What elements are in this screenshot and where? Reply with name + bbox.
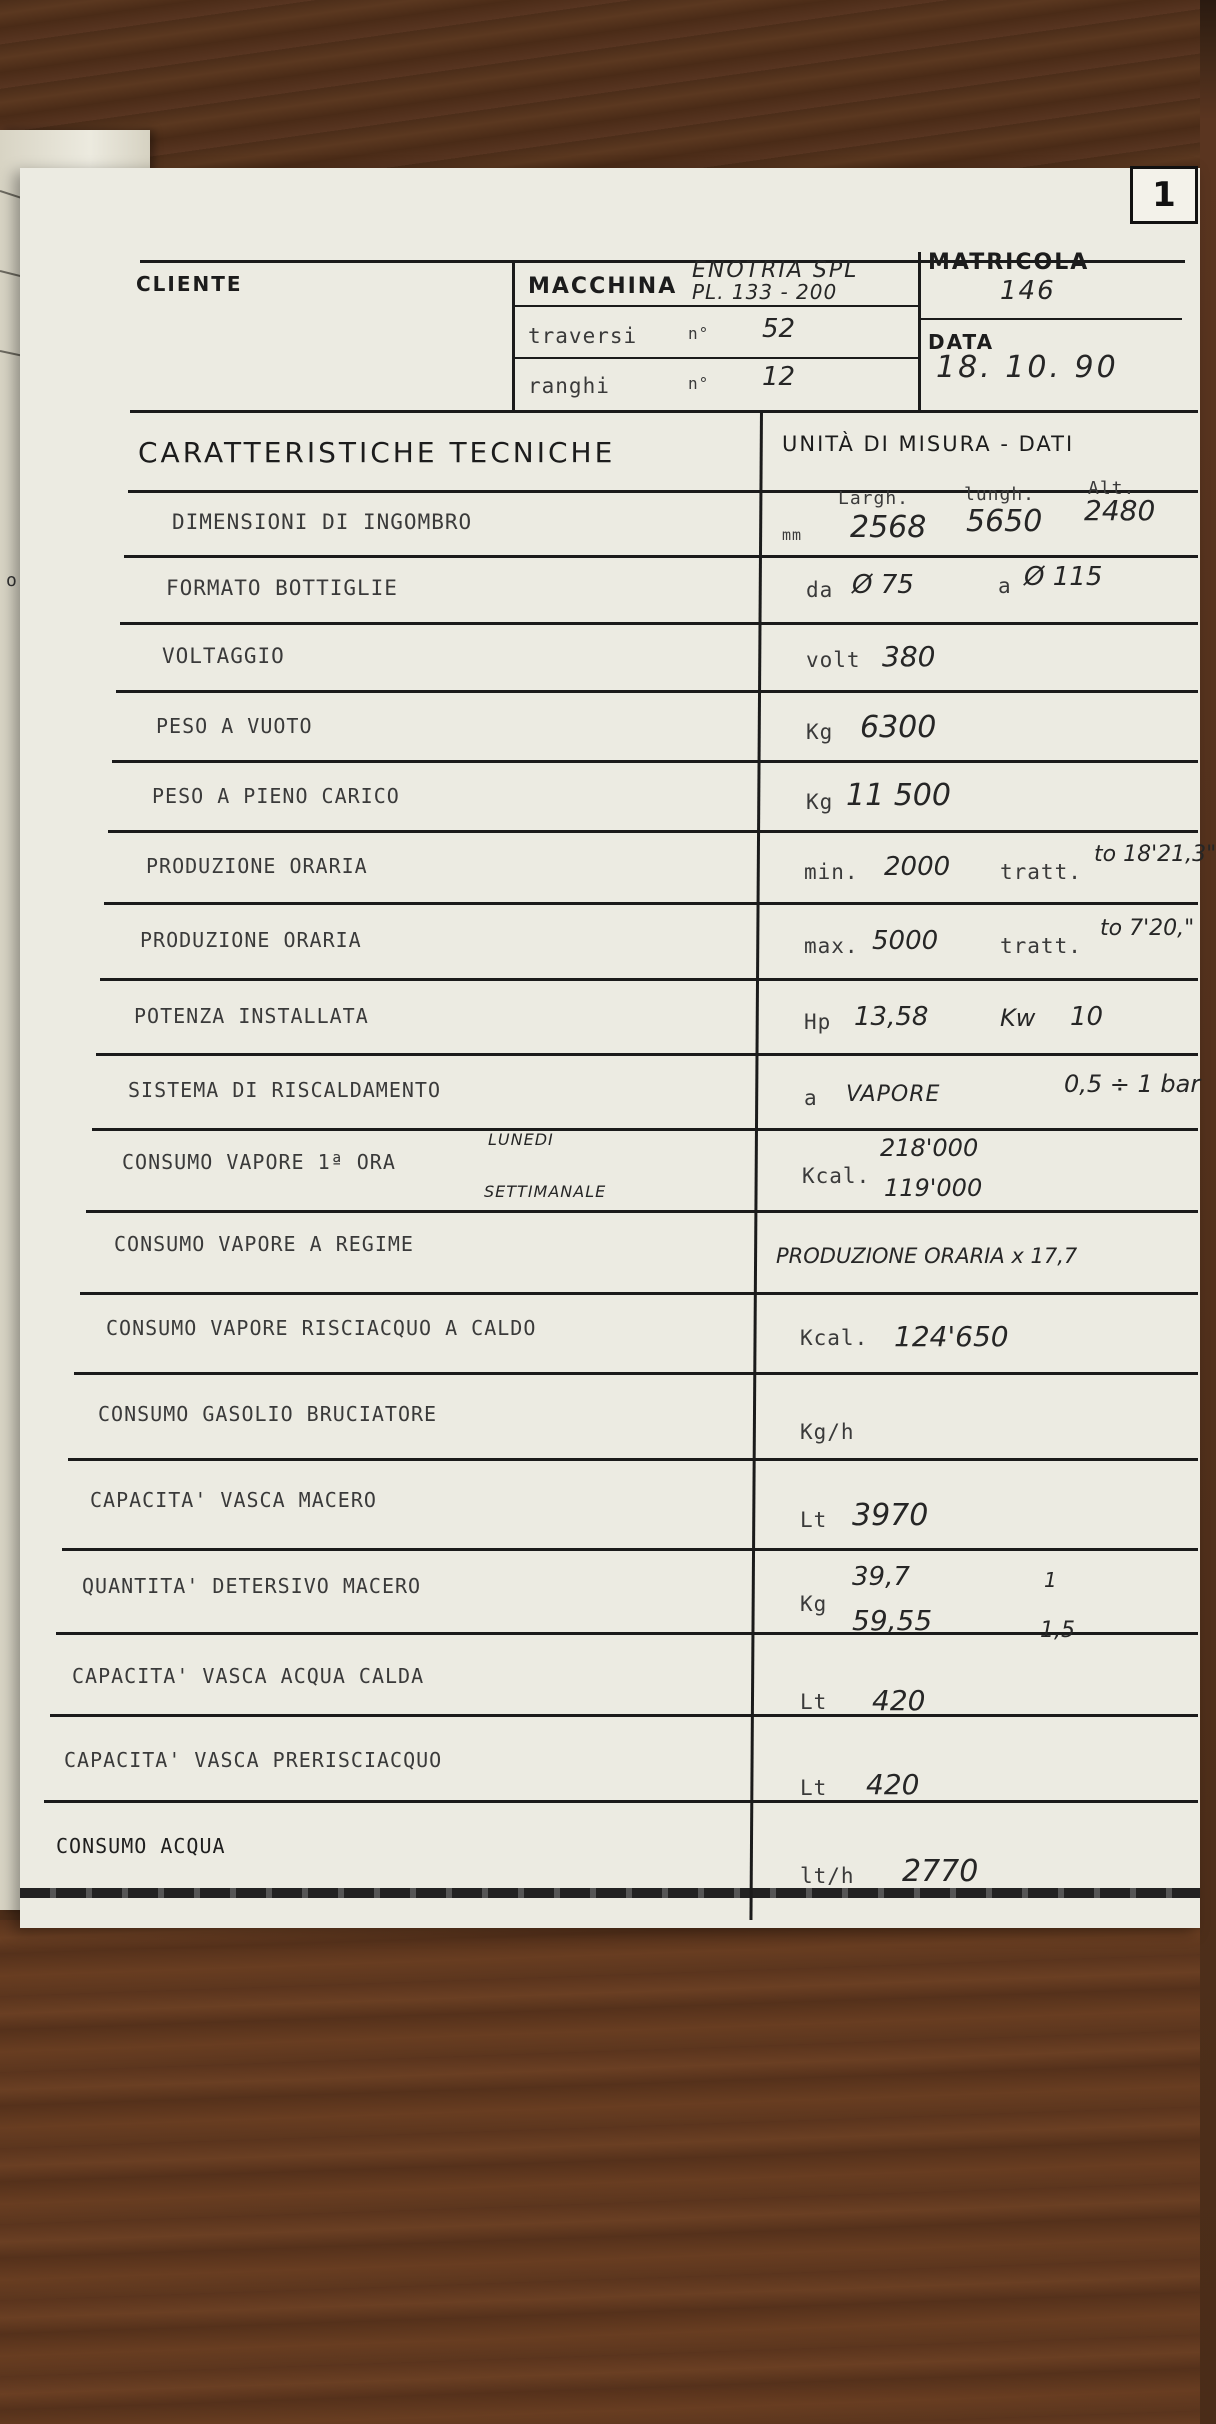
table-line	[112, 760, 1198, 763]
wooden-desk-bottom	[0, 1920, 1200, 2424]
row-label-detersivo: QUANTITA' DETERSIVO MACERO	[82, 1574, 422, 1598]
page-number: 1	[1130, 166, 1198, 224]
detersivo-ratio-2: 1,5	[1040, 1618, 1075, 1643]
row-label-peso-pieno: PESO A PIENO CARICO	[152, 784, 400, 808]
row-label-vasca-acqua-calda: CAPACITA' VASCA ACQUA CALDA	[72, 1664, 425, 1688]
vasca-prerisciacquo-unit: Lt	[800, 1776, 828, 1800]
traversi-n: n°	[688, 324, 710, 343]
vapore-regime-value: PRODUZIONE ORARIA x 17,7	[776, 1244, 1078, 1268]
data-label: DATA	[928, 330, 995, 354]
dim-alt-value: 2480	[1084, 494, 1156, 527]
produzione-min-time: to 18'21,3"	[1094, 842, 1216, 867]
table-line	[56, 1632, 1198, 1635]
peso-pieno-unit: Kg	[806, 790, 834, 814]
vasca-macero-unit: Lt	[800, 1508, 828, 1532]
peso-vuoto-value: 6300	[860, 710, 937, 745]
riscaldamento-a: a	[804, 1086, 818, 1110]
dim-lungh-value: 5650	[966, 504, 1043, 539]
row-label-consumo-acqua: CONSUMO ACQUA	[56, 1834, 226, 1858]
dim-sub-alt: Alt.	[1088, 478, 1136, 499]
row-label-dimensioni: DIMENSIONI DI INGOMBRO	[172, 510, 473, 534]
row-label-vasca-macero: CAPACITA' VASCA MACERO	[90, 1488, 377, 1512]
peso-vuoto-unit: Kg	[806, 720, 834, 744]
voltaggio-unit: volt	[806, 648, 861, 672]
detersivo-value-2: 59,55	[852, 1604, 933, 1637]
table-line	[128, 490, 1198, 493]
row-label-peso-vuoto: PESO A VUOTO	[156, 714, 313, 738]
table-line	[124, 555, 1198, 558]
table-line	[86, 1210, 1198, 1213]
row-label-voltaggio: VOLTAGGIO	[162, 644, 285, 668]
peso-pieno-value: 11 500	[846, 778, 951, 813]
header-line-traversi	[514, 357, 918, 359]
produzione-min-value: 2000	[884, 852, 951, 882]
row-label-produzione-max: PRODUZIONE ORARIA	[140, 928, 362, 952]
produzione-min-tratt: tratt.	[1000, 860, 1082, 884]
dim-sub-lungh: lungh.	[964, 484, 1036, 505]
table-line	[120, 622, 1198, 625]
vasca-acqua-calda-value: 420	[872, 1684, 926, 1717]
data-value: 18. 10. 90	[936, 350, 1119, 385]
matricola-value: 146	[1000, 276, 1056, 306]
produzione-max-tratt: tratt.	[1000, 934, 1082, 958]
table-line	[100, 978, 1198, 981]
row-label-formato: FORMATO BOTTIGLIE	[166, 576, 398, 600]
matricola-label: MATRICOLA	[928, 250, 1090, 275]
cliente-label: CLIENTE	[136, 272, 243, 296]
binder-mark: o	[6, 570, 17, 591]
row-label-potenza: POTENZA INSTALLATA	[134, 1004, 369, 1028]
table-line	[96, 1053, 1198, 1056]
riscaldamento-pressure: 0,5 ÷ 1 bar	[1064, 1070, 1201, 1098]
vapore-settimanale-value: 119'000	[884, 1174, 983, 1202]
table-line	[62, 1548, 1198, 1551]
row-label-riscaldamento: SISTEMA DI RISCALDAMENTO	[128, 1078, 441, 1102]
table-line	[74, 1372, 1198, 1375]
gasolio-unit: Kg/h	[800, 1420, 855, 1444]
table-line	[116, 690, 1198, 693]
table-line	[44, 1800, 1198, 1803]
dim-sub-largh: Largh.	[838, 488, 910, 509]
table-line	[108, 830, 1198, 833]
vapore-risciacquo-unit: Kcal.	[800, 1326, 869, 1350]
potenza-unit-kw: Kw	[1000, 1004, 1036, 1032]
macchina-value: ENOTRIA SPL	[692, 258, 859, 283]
vapore-note-lunedi: LUNEDI	[488, 1130, 554, 1149]
table-top-line	[130, 410, 1198, 413]
potenza-unit-hp: Hp	[804, 1010, 832, 1034]
sheet-edge	[20, 1888, 1200, 1898]
formato-min-value: Ø 75	[852, 570, 914, 600]
row-label-vasca-prerisciacquo: CAPACITA' VASCA PRERISCIACQUO	[64, 1748, 443, 1772]
row-label-produzione-min: PRODUZIONE ORARIA	[146, 854, 368, 878]
formato-da: da	[806, 578, 834, 602]
table-line	[50, 1714, 1198, 1717]
header-divider-1	[512, 262, 515, 410]
col2-header: UNITÀ DI MISURA - DATI	[782, 432, 1075, 456]
vapore-prima-ora-unit: Kcal.	[802, 1164, 871, 1188]
vasca-prerisciacquo-value: 420	[866, 1768, 920, 1801]
row-label-vapore-regime: CONSUMO VAPORE A REGIME	[114, 1232, 414, 1256]
header-line-macchina	[514, 305, 918, 307]
produzione-max-value: 5000	[872, 926, 939, 956]
row-label-gasolio: CONSUMO GASOLIO BRUCIATORE	[98, 1402, 438, 1426]
consumo-acqua-unit: lt/h	[800, 1864, 855, 1888]
vapore-risciacquo-value: 124'650	[894, 1320, 1009, 1353]
ranghi-n: n°	[688, 374, 710, 393]
header-divider-2	[918, 252, 921, 410]
produzione-max-unit: max.	[804, 934, 859, 958]
macchina-label: MACCHINA	[528, 274, 678, 299]
macchina-value-2: PL. 133 - 200	[692, 280, 838, 304]
vapore-note-settimanale: SETTIMANALE	[484, 1182, 607, 1201]
produzione-min-unit: min.	[804, 860, 859, 884]
row-label-vapore-prima-ora: CONSUMO VAPORE 1ª ORA	[122, 1150, 396, 1174]
detersivo-ratio-1: 1	[1044, 1568, 1057, 1592]
potenza-hp-value: 13,58	[854, 1002, 929, 1032]
col1-header: CARATTERISTICHE TECNICHE	[138, 436, 616, 469]
header-line-matricola	[920, 318, 1182, 320]
detersivo-value-1: 39,7	[852, 1562, 910, 1592]
table-line	[68, 1458, 1198, 1461]
traversi-value: 52	[762, 314, 796, 344]
dim-largh-value: 2568	[850, 510, 927, 545]
produzione-max-time: to 7'20,"	[1100, 916, 1195, 941]
ranghi-value: 12	[762, 362, 796, 392]
voltaggio-value: 380	[882, 640, 936, 673]
traversi-label: traversi	[528, 324, 638, 348]
table-line	[92, 1128, 1198, 1131]
vasca-acqua-calda-unit: Lt	[800, 1690, 828, 1714]
formato-max-value: Ø 115	[1024, 562, 1103, 592]
consumo-acqua-value: 2770	[902, 1854, 979, 1889]
dim-unit: mm	[782, 526, 803, 544]
table-line	[104, 902, 1198, 905]
row-label-vapore-risciacquo: CONSUMO VAPORE RISCIACQUO A CALDO	[106, 1316, 537, 1340]
ranghi-label: ranghi	[528, 374, 610, 398]
potenza-kw-value: 10	[1070, 1002, 1104, 1032]
detersivo-unit: Kg	[800, 1592, 828, 1616]
riscaldamento-value: VAPORE	[846, 1082, 941, 1107]
vasca-macero-value: 3970	[852, 1498, 929, 1533]
table-line	[80, 1292, 1198, 1295]
vapore-lunedi-value: 218'000	[880, 1134, 979, 1162]
formato-a: a	[998, 574, 1012, 598]
